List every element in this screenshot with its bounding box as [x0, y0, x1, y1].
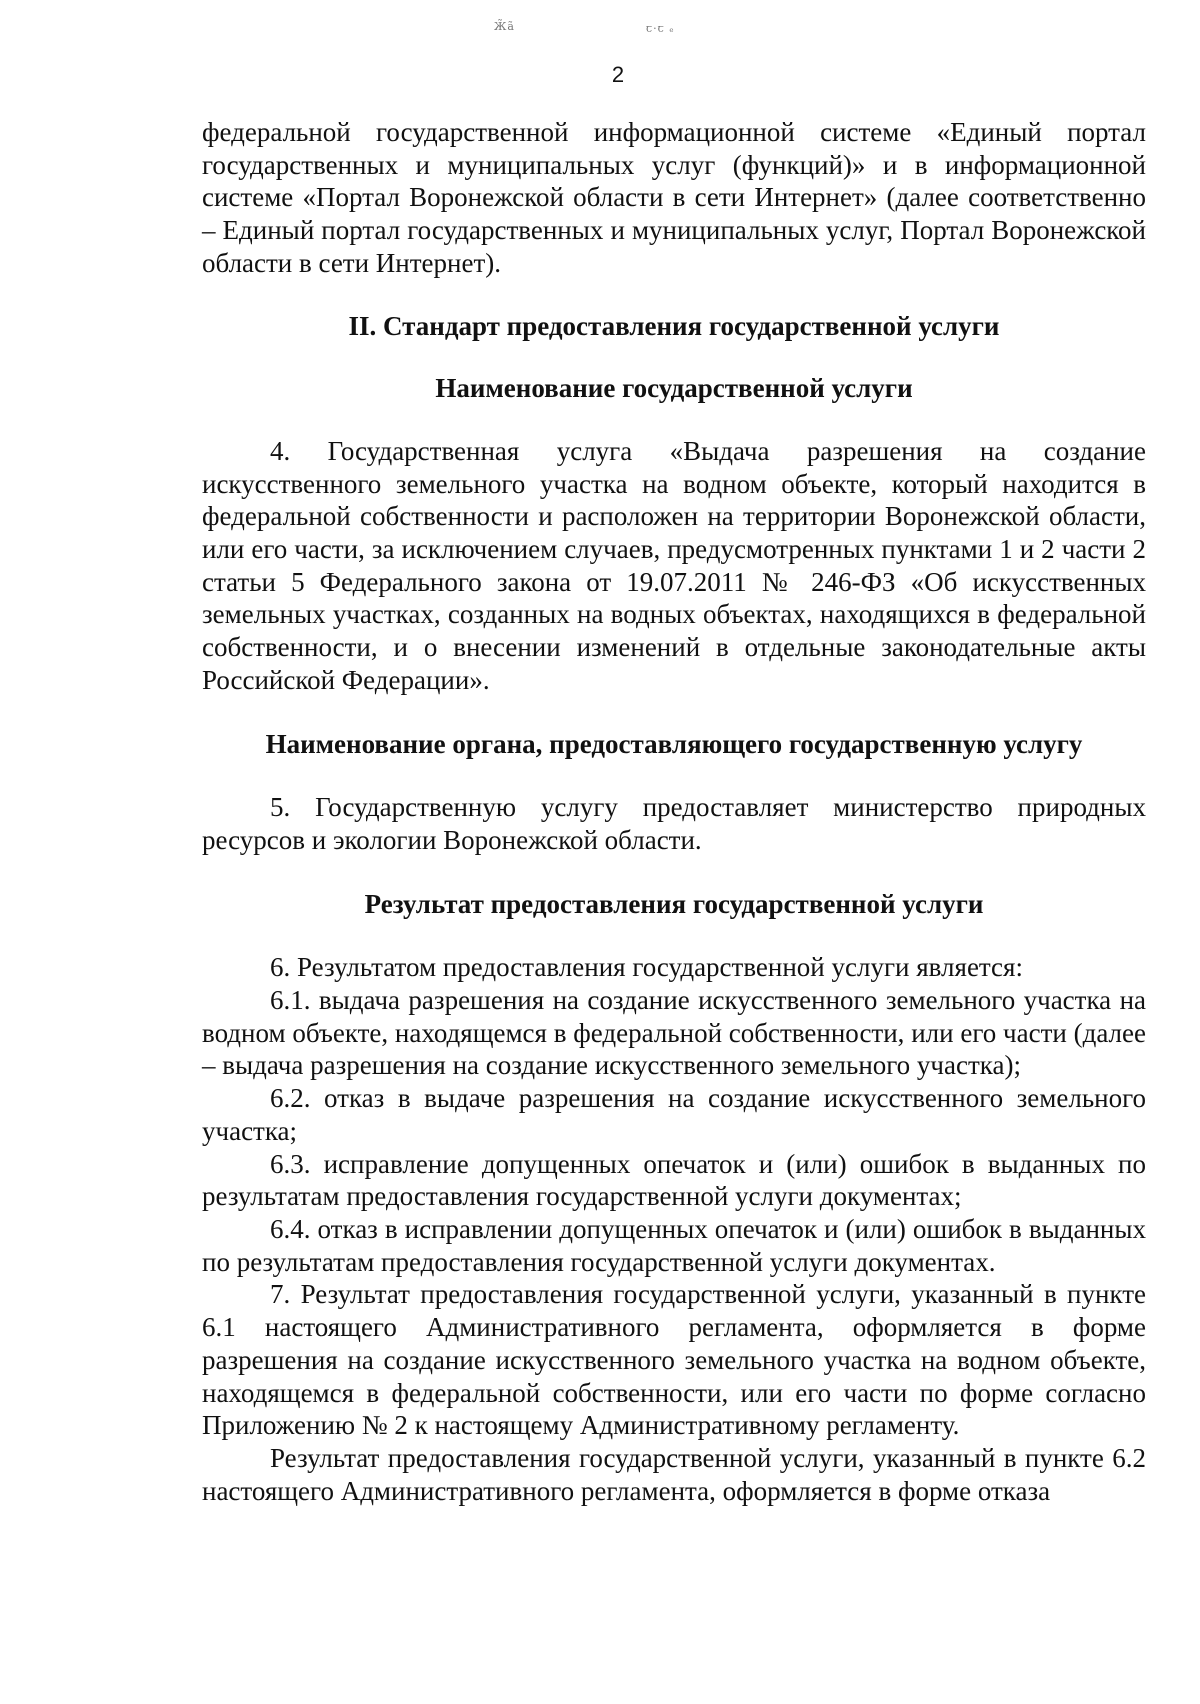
paragraph-6: 6. Результатом предоставления государственной услуги является: — [270, 952, 1023, 983]
paragraph-6-1: 6.1. выдача разрешения на создание искусственного земельного участка на водном объекте, находящемся в федеральной собственности, или его части (далее – выдача разрешения на создание искусственного земельного участка); — [202, 985, 1146, 1081]
heading-service-name: Наименование государственной услуги — [435, 373, 913, 404]
scan-marks — [0, 20, 1200, 40]
scan-mark-left: Ж̃а̃ — [494, 20, 515, 33]
paragraph-4: 4. Государственная услуга «Выдача разрешения на создание искусственного земельного участка на водном объекте, который находится в федеральной собственности и расположен на территории Воронежской области, или его части, за исключением случаев, предусмотренных пунктами 1 и 2 части 2 статьи 5 Федерального закона от 19.07.2011 № 246-ФЗ «Об искусственных земельных участках, созданных на водных объектах, находящихся в федеральной собственности, и о внесении изменений в отдельные законодательные акты Российской Федерации». — [202, 435, 1146, 695]
scan-mark-right: ꞇ·ꞇ ₑ — [646, 22, 675, 35]
section-heading: II. Стандарт предоставления государственной услуги — [348, 310, 1000, 341]
intro-paragraph: федеральной государственной информационной системе «Единый портал государственных и муниципальных услуг (функций)» и в информационной системе «Портал Воронежской области в сети Интернет» (далее соответственно – Единый портал государственных и муниципальных услуг, Портал Воронежской области в сети Интернет). — [202, 117, 1146, 278]
paragraph-6-2: 6.2. отказ в выдаче разрешения на создание искусственного земельного участка; — [202, 1083, 1146, 1146]
heading-result: Результат предоставления государственной услуги — [364, 888, 984, 919]
paragraph-6-3: 6.3. исправление допущенных опечаток и (или) ошибок в выданных по результатам предоставления государственной услуги документах; — [202, 1148, 1146, 1212]
document-body — [202, 116, 1146, 1507]
heading-authority: Наименование органа, предоставляющего государственную услугу — [265, 728, 1083, 759]
paragraph-7: 7. Результат предоставления государственной услуги, указанный в пункте 6.1 настоящего Административного регламента, оформляется в форме разрешения на создание искусственного земельного участка на водном объекте, находящемся в федеральной собственности, или его части по форме согласно Приложению № 2 к настоящему Административному регламенту. — [202, 1279, 1146, 1441]
page-number: 2 — [611, 62, 625, 87]
paragraph-6-4: 6.4. отказ в исправлении допущенных опечаток и (или) ошибок в выданных по результатам предоставления государственной услуги документах. — [202, 1213, 1146, 1277]
paragraph-7-continued: Результат предоставления государственной услуги, указанный в пункте 6.2 настоящего Административного регламента, оформляется в форме отказа — [202, 1442, 1146, 1506]
paragraph-5: 5. Государственную услугу предоставляет министерство природных ресурсов и экологии Воронежской области. — [202, 792, 1146, 855]
